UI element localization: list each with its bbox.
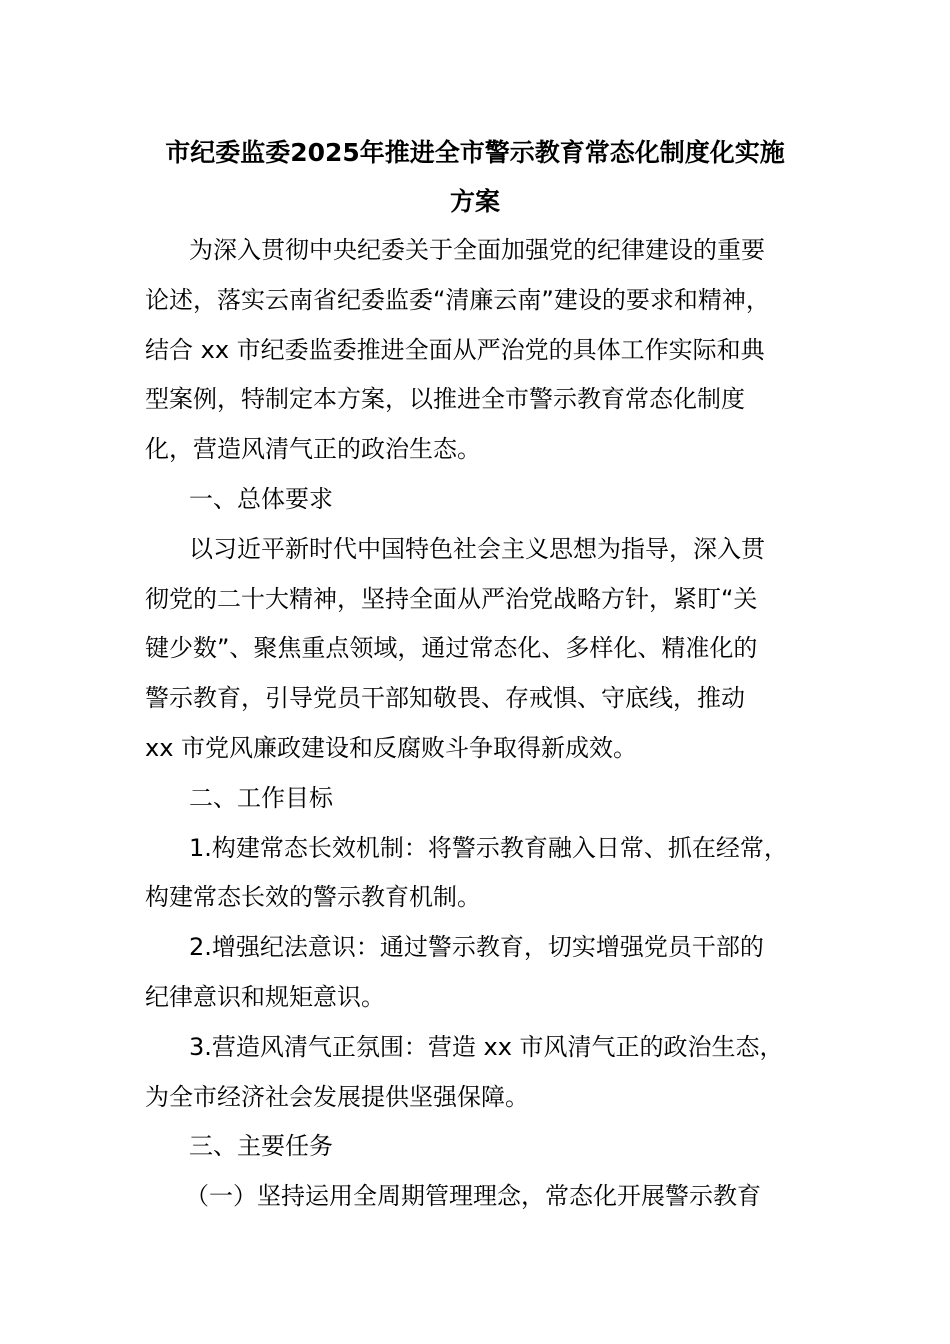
intro-line-3: 结合 xx 市纪委监委推进全面从严治党的具体工作实际和典 bbox=[145, 335, 765, 364]
goal-3-line-2: 为全市经济社会发展提供坚强保障。 bbox=[145, 1082, 529, 1111]
goal-2-paragraph bbox=[145, 923, 805, 1023]
document-page bbox=[145, 128, 805, 1222]
intro-paragraph bbox=[145, 226, 805, 475]
goal-1-line-2: 构建常态长效的警示教育机制。 bbox=[145, 883, 481, 912]
document-title bbox=[145, 128, 805, 226]
general-requirements-paragraph bbox=[145, 525, 805, 774]
title-line-2: 方案 bbox=[449, 187, 500, 216]
goal-3-line-1: 3.营造风清气正氛围：营造 xx 市风清气正的政治生态， bbox=[189, 1032, 784, 1061]
general-line-2: 彻党的二十大精神，坚持全面从严治党战略方针，紧盯“关 bbox=[145, 584, 758, 613]
intro-line-4: 型案例，特制定本方案，以推进全市警示教育常态化制度 bbox=[145, 385, 745, 414]
task-1-heading: （一）坚持运用全周期管理理念，常态化开展警示教育 bbox=[185, 1182, 761, 1211]
intro-line-2: 论述，落实云南省纪委监委“清廉云南”建设的要求和精神， bbox=[145, 285, 770, 314]
goal-1-line-1: 1.构建常态长效机制：将警示教育融入日常、抓在经常， bbox=[189, 833, 788, 862]
general-line-4: 警示教育，引导党员干部知敬畏、存戒惧、守底线，推动 bbox=[145, 684, 745, 713]
section-heading-work-goals: 二、工作目标 bbox=[189, 783, 333, 812]
section-heading-main-tasks: 三、主要任务 bbox=[189, 1132, 333, 1161]
title-line-1: 市纪委监委2025年推进全市警示教育常态化制度化实施 bbox=[165, 138, 785, 167]
goal-2-line-2: 纪律意识和规矩意识。 bbox=[145, 982, 385, 1011]
section-heading-general-requirements: 一、总体要求 bbox=[189, 484, 333, 513]
general-line-5: xx 市党风廉政建设和反腐败斗争取得新成效。 bbox=[145, 733, 638, 762]
general-line-1: 以习近平新时代中国特色社会主义思想为指导，深入贯 bbox=[189, 534, 765, 563]
goal-2-line-1: 2.增强纪法意识：通过警示教育，切实增强党员干部的 bbox=[189, 933, 764, 962]
intro-line-1: 为深入贯彻中央纪委关于全面加强党的纪律建设的重要 bbox=[189, 236, 765, 264]
intro-line-5: 化，营造风清气正的政治生态。 bbox=[145, 435, 481, 464]
general-line-3: 键少数”、聚焦重点领域，通过常态化、多样化、精准化的 bbox=[145, 634, 758, 663]
goal-1-paragraph bbox=[145, 824, 805, 924]
goal-3-paragraph bbox=[145, 1023, 805, 1123]
